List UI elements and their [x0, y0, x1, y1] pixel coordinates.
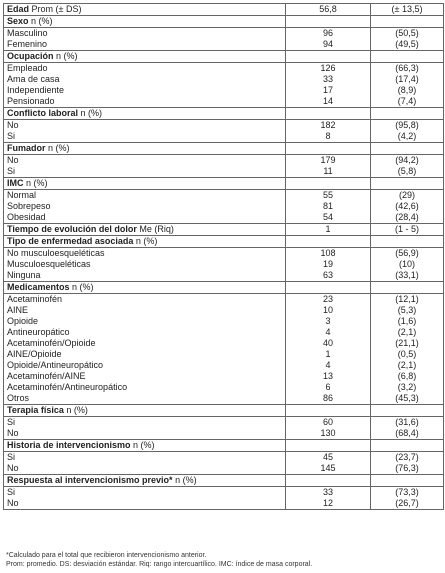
table-row — [4, 417, 444, 429]
section-header-row — [4, 440, 444, 452]
row-percent: (45,3) — [371, 393, 444, 405]
section-value — [286, 143, 371, 155]
row-label: Pensionado — [4, 96, 286, 108]
section-value — [286, 178, 371, 190]
table-row — [4, 294, 444, 306]
table-row — [4, 463, 444, 475]
section-percent: (1 - 5) — [371, 224, 444, 236]
table-row — [4, 487, 444, 499]
table-row — [4, 190, 444, 202]
section-stat-label: n (%) — [172, 475, 197, 485]
section-header-row — [4, 16, 444, 28]
row-count: 63 — [286, 270, 371, 282]
row-count: 3 — [286, 316, 371, 327]
table-row — [4, 155, 444, 167]
section-header-row — [4, 224, 444, 236]
section-value — [286, 440, 371, 452]
row-label: Si — [4, 131, 286, 143]
row-label: Otros — [4, 393, 286, 405]
row-percent: (73,3) — [371, 487, 444, 499]
row-percent: (29) — [371, 190, 444, 202]
section-stat-label: n (%) — [45, 143, 70, 153]
table-row — [4, 248, 444, 260]
section-percent — [371, 440, 444, 452]
row-percent: (28,4) — [371, 212, 444, 224]
row-label: Sobrepeso — [4, 201, 286, 212]
row-label: No — [4, 155, 286, 167]
table-row — [4, 201, 444, 212]
section-stat-label: n (%) — [133, 236, 158, 246]
section-title: Tiempo de evolución del dolor — [7, 224, 137, 234]
section-header-cell — [4, 108, 286, 120]
section-header-cell — [4, 282, 286, 294]
row-count: 33 — [286, 487, 371, 499]
characteristics-table — [3, 3, 444, 510]
row-count: 45 — [286, 452, 371, 464]
row-label: Si — [4, 452, 286, 464]
section-title: Ocupación — [7, 51, 54, 61]
row-percent: (1,6) — [371, 316, 444, 327]
section-title: Medicamentos — [7, 282, 70, 292]
table-row — [4, 74, 444, 85]
section-stat-label: n (%) — [69, 282, 94, 292]
row-label: Normal — [4, 190, 286, 202]
row-count: 108 — [286, 248, 371, 260]
row-count: 6 — [286, 382, 371, 393]
row-percent: (17,4) — [371, 74, 444, 85]
section-title: Conflicto laboral — [7, 108, 79, 118]
row-count: 4 — [286, 327, 371, 338]
row-percent: (33,1) — [371, 270, 444, 282]
row-count: 10 — [286, 305, 371, 316]
row-label: Masculino — [4, 28, 286, 40]
row-percent: (50,5) — [371, 28, 444, 40]
table-row — [4, 382, 444, 393]
section-header-cell — [4, 178, 286, 190]
row-count: 17 — [286, 85, 371, 96]
row-count: 130 — [286, 428, 371, 440]
row-label: Opioide/Antineuropático — [4, 360, 286, 371]
row-count: 13 — [286, 371, 371, 382]
table-row — [4, 270, 444, 282]
row-label: No — [4, 120, 286, 132]
row-label: No — [4, 463, 286, 475]
row-label: Si — [4, 417, 286, 429]
row-percent: (10) — [371, 259, 444, 270]
section-percent — [371, 143, 444, 155]
row-label: Acetaminofén/Opioide — [4, 338, 286, 349]
row-percent: (2,1) — [371, 360, 444, 371]
section-stat-label: n (%) — [53, 51, 78, 61]
row-percent: (49,5) — [371, 39, 444, 51]
section-header-cell — [4, 4, 286, 16]
table-row — [4, 63, 444, 75]
section-header-cell — [4, 143, 286, 155]
section-header-row — [4, 143, 444, 155]
row-label: Obesidad — [4, 212, 286, 224]
section-header-cell — [4, 51, 286, 63]
row-percent: (21,1) — [371, 338, 444, 349]
row-percent: (76,3) — [371, 463, 444, 475]
row-percent: (5,8) — [371, 166, 444, 178]
table-row — [4, 316, 444, 327]
section-header-cell — [4, 224, 286, 236]
row-count: 14 — [286, 96, 371, 108]
section-header-row — [4, 108, 444, 120]
row-count: 179 — [286, 155, 371, 167]
section-title: Tipo de enfermedad asociada — [7, 236, 134, 246]
section-value: 1 — [286, 224, 371, 236]
section-value — [286, 282, 371, 294]
section-header-cell — [4, 475, 286, 487]
row-count: 60 — [286, 417, 371, 429]
section-percent — [371, 16, 444, 28]
table-row — [4, 360, 444, 371]
section-stat-label: Me (Riq) — [136, 224, 174, 234]
row-percent: (66,3) — [371, 63, 444, 75]
section-stat-label: n (%) — [23, 178, 48, 188]
row-label: AINE — [4, 305, 286, 316]
row-label: No musculoesqueléticas — [4, 248, 286, 260]
section-percent — [371, 108, 444, 120]
row-label: Femenino — [4, 39, 286, 51]
section-value — [286, 405, 371, 417]
row-label: Opioide — [4, 316, 286, 327]
section-header-cell — [4, 440, 286, 452]
table-row — [4, 371, 444, 382]
section-stat-label: n (%) — [28, 16, 53, 26]
table-row — [4, 338, 444, 349]
row-label: Si — [4, 166, 286, 178]
table-row — [4, 131, 444, 143]
row-count: 19 — [286, 259, 371, 270]
table-row — [4, 305, 444, 316]
row-percent: (8,9) — [371, 85, 444, 96]
table-row — [4, 452, 444, 464]
table-row — [4, 166, 444, 178]
row-count: 33 — [286, 74, 371, 85]
section-value — [286, 108, 371, 120]
row-label: No — [4, 498, 286, 510]
section-header-row — [4, 236, 444, 248]
section-title: Edad — [7, 4, 30, 14]
row-percent: (42,6) — [371, 201, 444, 212]
section-header-row — [4, 475, 444, 487]
row-count: 54 — [286, 212, 371, 224]
section-title: Sexo — [7, 16, 29, 26]
row-count: 126 — [286, 63, 371, 75]
section-percent — [371, 236, 444, 248]
section-percent — [371, 475, 444, 487]
row-label: Ninguna — [4, 270, 286, 282]
row-percent: (5,3) — [371, 305, 444, 316]
row-label: Empleado — [4, 63, 286, 75]
table-row — [4, 120, 444, 132]
row-count: 96 — [286, 28, 371, 40]
section-title: Fumador — [7, 143, 46, 153]
row-count: 81 — [286, 201, 371, 212]
section-header-row — [4, 4, 444, 16]
table-row — [4, 85, 444, 96]
section-value — [286, 236, 371, 248]
section-stat-label: Prom (± DS) — [29, 4, 82, 14]
row-percent: (0,5) — [371, 349, 444, 360]
row-percent: (95,8) — [371, 120, 444, 132]
table-row — [4, 349, 444, 360]
section-header-cell — [4, 16, 286, 28]
row-label: Antineuropático — [4, 327, 286, 338]
row-label: Independiente — [4, 85, 286, 96]
table-row — [4, 212, 444, 224]
table-row — [4, 393, 444, 405]
section-header-cell — [4, 236, 286, 248]
section-percent — [371, 51, 444, 63]
row-label: No — [4, 428, 286, 440]
section-header-row — [4, 178, 444, 190]
footnote-asterisk: *Calculado para el total que recibieron intervencionismo anterior. — [6, 552, 207, 559]
table-row — [4, 28, 444, 40]
section-value: 56,8 — [286, 4, 371, 16]
section-title: Terapia física — [7, 405, 64, 415]
section-value — [286, 475, 371, 487]
section-title: Historia de intervencionismo — [7, 440, 131, 450]
section-percent — [371, 282, 444, 294]
section-stat-label: n (%) — [130, 440, 155, 450]
table-row — [4, 498, 444, 510]
row-percent: (23,7) — [371, 452, 444, 464]
row-label: Musculoesqueléticas — [4, 259, 286, 270]
row-percent: (4,2) — [371, 131, 444, 143]
section-header-row — [4, 51, 444, 63]
row-count: 12 — [286, 498, 371, 510]
row-count: 11 — [286, 166, 371, 178]
table-footnotes — [6, 552, 312, 569]
section-percent: (± 13,5) — [371, 4, 444, 16]
section-percent — [371, 405, 444, 417]
row-label: Acetaminofén/Antineuropático — [4, 382, 286, 393]
section-value — [286, 16, 371, 28]
row-label: AINE/Opioide — [4, 349, 286, 360]
row-percent: (7,4) — [371, 96, 444, 108]
row-percent: (94,2) — [371, 155, 444, 167]
table-row — [4, 428, 444, 440]
row-count: 145 — [286, 463, 371, 475]
row-count: 94 — [286, 39, 371, 51]
footnote-abbreviations: Prom: promedio. DS: desviación estándar. Riq: rango intercuartílico. IMC: índice de masa corporal. — [6, 560, 313, 568]
row-label: Ama de casa — [4, 74, 286, 85]
section-stat-label: n (%) — [63, 405, 88, 415]
table-body — [4, 4, 444, 510]
row-percent: (2,1) — [371, 327, 444, 338]
row-percent: (6,8) — [371, 371, 444, 382]
section-stat-label: n (%) — [78, 108, 103, 118]
row-percent: (56,9) — [371, 248, 444, 260]
row-count: 4 — [286, 360, 371, 371]
section-title: IMC — [7, 178, 24, 188]
row-percent: (26,7) — [371, 498, 444, 510]
row-count: 1 — [286, 349, 371, 360]
section-percent — [371, 178, 444, 190]
row-percent: (31,6) — [371, 417, 444, 429]
section-header-row — [4, 282, 444, 294]
table-row — [4, 96, 444, 108]
table-row — [4, 39, 444, 51]
section-title: Respuesta al intervencionismo previo* — [7, 475, 173, 485]
row-count: 8 — [286, 131, 371, 143]
row-percent: (12,1) — [371, 294, 444, 306]
section-header-cell — [4, 405, 286, 417]
section-header-row — [4, 405, 444, 417]
row-label: Acetaminofén/AINE — [4, 371, 286, 382]
row-count: 182 — [286, 120, 371, 132]
row-count: 40 — [286, 338, 371, 349]
row-count: 86 — [286, 393, 371, 405]
row-label: Acetaminofén — [4, 294, 286, 306]
row-percent: (3,2) — [371, 382, 444, 393]
row-percent: (68,4) — [371, 428, 444, 440]
table-row — [4, 259, 444, 270]
row-count: 55 — [286, 190, 371, 202]
row-label: Si — [4, 487, 286, 499]
row-count: 23 — [286, 294, 371, 306]
table-row — [4, 327, 444, 338]
section-value — [286, 51, 371, 63]
